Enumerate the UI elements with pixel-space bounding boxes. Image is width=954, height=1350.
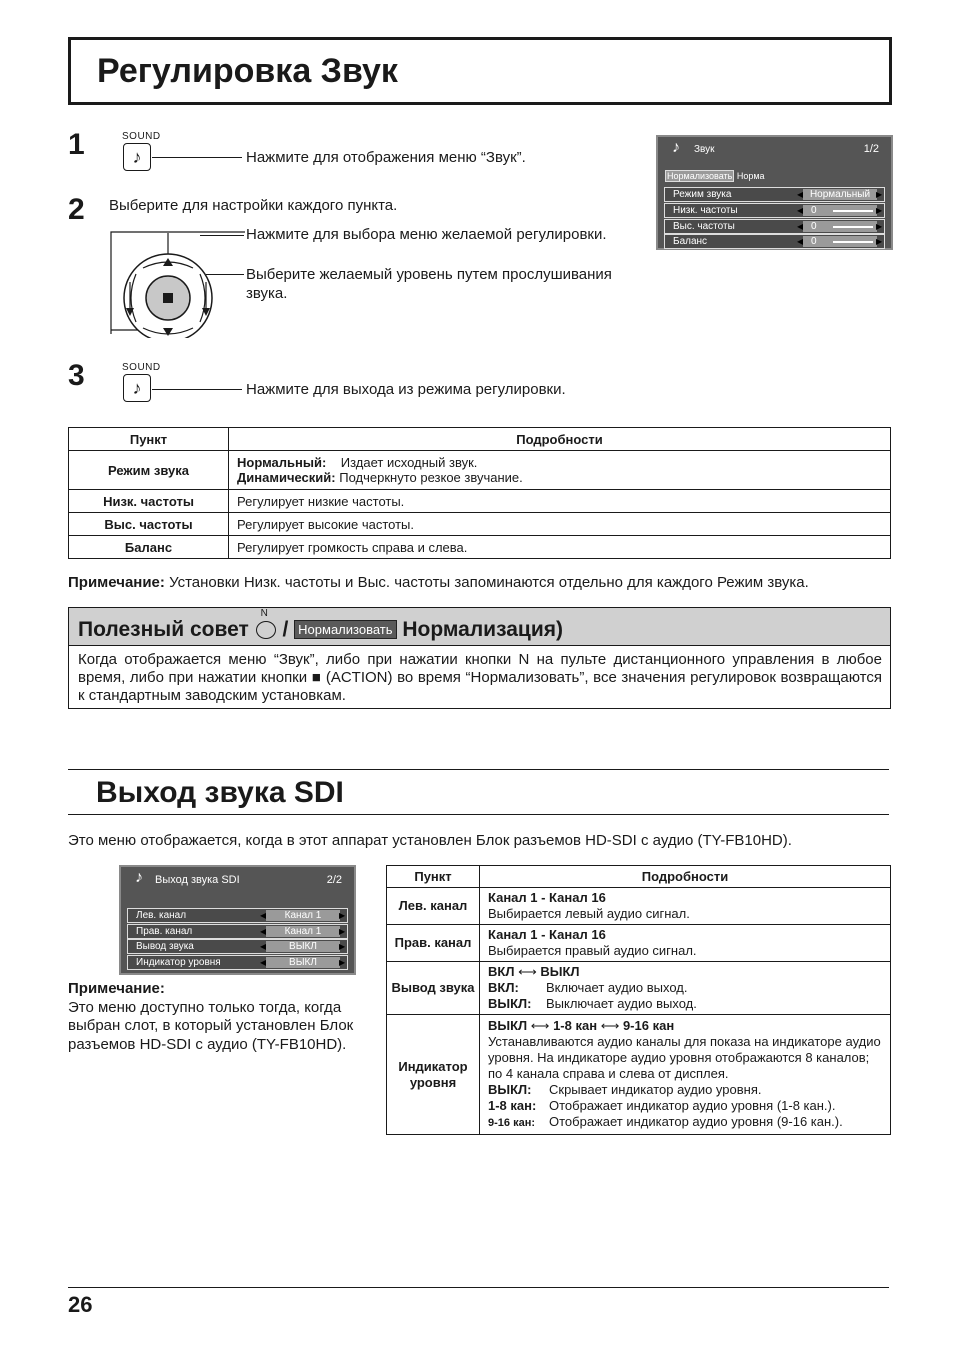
table-cell-details: Регулирует низкие частоты. (229, 490, 891, 513)
table-row (69, 490, 891, 513)
sound-button-icon: ♪ (123, 374, 151, 402)
note-icon: ♪ (672, 139, 680, 156)
step-3-text: Нажмите для выхода из режима регулировки. (246, 381, 566, 398)
table-cell-item: Выс. частоты (69, 513, 229, 536)
sound-settings-table (68, 427, 891, 559)
table-row (69, 451, 891, 490)
osd-row-value: Канал 1 (266, 926, 340, 937)
osd-row-value: 0 (803, 205, 877, 216)
normalize-chip: Нормализовать (294, 620, 396, 639)
remote-dpad-icon (108, 228, 248, 338)
page-title: Регулировка Звук (97, 52, 398, 90)
arrow-left-icon: ◀ (797, 222, 804, 231)
arrow-left-icon: ◀ (260, 942, 267, 951)
tip-title: Полезный совет (78, 618, 249, 641)
note-label: Примечание: (68, 574, 165, 591)
osd-row-value: ВЫКЛ (266, 957, 340, 968)
osd-row-label: Вывод звука (136, 941, 194, 952)
table-cell-details: Нормальный: Издает исходный звук. Динамический: Подчеркнуто резкое звучание. (229, 451, 891, 490)
step-1-number: 1 (68, 128, 85, 161)
table-cell-details: Канал 1 - Канал 16 Выбирается правый аудио сигнал. (480, 925, 891, 962)
footer-divider (68, 1287, 889, 1288)
osd-row[interactable] (664, 219, 885, 234)
sound-button-icon: ♪ (123, 143, 151, 171)
tip-body: Когда отображается меню “Звук”, либо при нажатии кнопки N на пульте дистанционного управления в любое время, либо при нажатии кнопки ■ (ACTION) во время “Нормализовать”, все значения регулировок возвращаются к стандартным заводским установкам. (78, 651, 882, 704)
table-cell-item: Режим звука (69, 451, 229, 490)
arrow-right-icon: ▶ (876, 237, 883, 246)
table-row (69, 536, 891, 559)
osd-row-label: Лев. канал (136, 910, 187, 921)
table-row (387, 962, 891, 1015)
arrow-left-icon: ◀ (797, 206, 804, 215)
step-3-number: 3 (68, 359, 85, 392)
osd-row-label: Баланс (673, 236, 708, 247)
note-1 (68, 574, 809, 591)
section-intro: Это меню отображается, когда в этот аппарат установлен Блок разъемов HD-SDI с аудио (TY-FB10HD). (68, 832, 792, 849)
arrow-right-icon: ▶ (339, 958, 346, 967)
note-icon: ♪ (135, 869, 143, 886)
arrow-right-icon: ▶ (876, 222, 883, 231)
osd-row[interactable] (127, 955, 348, 970)
table-row (69, 513, 891, 536)
table-header: Пункт (387, 866, 480, 888)
osd-row-value: Канал 1 (266, 910, 340, 921)
tip-title-end: Нормализация) (402, 618, 563, 641)
table-cell-details: ВКЛ ⟷ ВЫКЛ ВКЛ: Включает аудио выход. ВЫКЛ: Выключает аудио выход. (480, 962, 891, 1015)
callout-line (200, 235, 244, 236)
callout-line (206, 274, 244, 275)
arrow-right-icon: ▶ (876, 190, 883, 199)
table-cell-item: Вывод звука (387, 962, 480, 1015)
osd-row[interactable] (664, 203, 885, 218)
sdi-menu-osd (119, 865, 356, 975)
osd-row-value: ВЫКЛ (266, 941, 340, 952)
double-arrow-icon: ⟷ (530, 1018, 550, 1033)
table-cell-details: Регулирует громкость справа и слева. (229, 536, 891, 559)
callout-line (152, 157, 242, 158)
arrow-right-icon: ▶ (339, 942, 346, 951)
table-row (387, 888, 891, 925)
osd-row[interactable] (664, 187, 885, 202)
step-2-updown-text: Нажмите для выбора меню желаемой регулировки. (246, 226, 607, 243)
osd-row-label: Режим звука (673, 189, 732, 200)
step-2-number: 2 (68, 193, 85, 226)
table-cell-item: Прав. канал (387, 925, 480, 962)
note-2 (68, 980, 358, 1054)
normalize-text: Норма (736, 171, 765, 181)
table-row (387, 1015, 891, 1135)
sound-menu-osd (656, 135, 893, 250)
table-cell-item: Лев. канал (387, 888, 480, 925)
arrow-left-icon: ◀ (797, 190, 804, 199)
osd-row[interactable] (664, 234, 885, 249)
note-label: Примечание: (68, 980, 165, 997)
osd-row-label: Выс. частоты (673, 221, 735, 232)
table-header: Подробности (229, 428, 891, 451)
table-cell-item: Баланс (69, 536, 229, 559)
table-cell-details: Канал 1 - Канал 16 Выбирается левый аудио сигнал. (480, 888, 891, 925)
osd-row-value: 0 (803, 221, 877, 232)
section-title: Выход звука SDI (96, 776, 344, 809)
arrow-left-icon: ◀ (260, 911, 267, 920)
osd-row[interactable] (127, 939, 348, 954)
table-cell-details: ВЫКЛ ⟷ 1-8 кан ⟷ 9-16 кан Устанавливаются аудио каналы для показа на индикаторе аудио уровня. На индикаторе аудио уровня отображаются 8 каналов; по 4 канала справа и слева от дисплея. ВЫКЛ: Скрывает индикатор аудио уровня. 1-8 кан: Отображает индикатор аудио уровня (1-8 кан.). 9-16 кан: Отображает индикатор аудио уровня (9-16 кан.). (480, 1015, 891, 1135)
table-header: Пункт (69, 428, 229, 451)
arrow-right-icon: ▶ (339, 911, 346, 920)
slider-bar (833, 241, 873, 243)
step-2-text: Выберите для настройки каждого пункта. (109, 197, 398, 214)
double-arrow-icon: ⟷ (600, 1018, 620, 1033)
osd-title: Звук (694, 144, 715, 155)
table-cell-details: Регулирует высокие частоты. (229, 513, 891, 536)
osd-title: Выход звука SDI (155, 874, 240, 886)
normalize-chip[interactable]: Нормализовать (667, 171, 733, 181)
tip-box (68, 607, 891, 709)
osd-row[interactable] (127, 908, 348, 923)
osd-row-label: Прав. канал (136, 926, 193, 937)
page-number: 26 (68, 1292, 93, 1317)
arrow-left-icon: ◀ (797, 237, 804, 246)
table-row (387, 925, 891, 962)
arrow-right-icon: ▶ (339, 927, 346, 936)
step-1-text: Нажмите для отображения меню “Звук”. (246, 149, 526, 166)
table-header: Подробности (480, 866, 891, 888)
step-2-leftright-text: Выберите желаемый уровень путем прослушивания звука. (246, 266, 612, 302)
table-cell-item: Низк. частоты (69, 490, 229, 513)
n-button-icon: N (255, 614, 277, 640)
osd-row[interactable] (127, 924, 348, 939)
sdi-settings-table (386, 865, 891, 1135)
arrow-left-icon: ◀ (260, 927, 267, 936)
osd-row-label: Низк. частоты (673, 205, 738, 216)
tip-header: Полезный совет N / Нормализовать Нормализация) (69, 608, 890, 646)
section-title-box (68, 769, 889, 815)
page-title-box (68, 37, 892, 105)
double-arrow-icon: ⟷ (518, 964, 537, 979)
slider-bar (833, 226, 873, 228)
slider-bar (833, 210, 873, 212)
osd-row-value: Нормальный (803, 189, 877, 200)
sound-label: SOUND (122, 131, 161, 142)
note-text: Это меню доступно только тогда, когда выбран слот, в который установлен Блок разъемов HD-SDI с аудио (TY-FB10HD). (68, 998, 354, 1053)
osd-page: 2/2 (326, 874, 342, 886)
osd-page: 1/2 (863, 143, 879, 155)
osd-row-value: 0 (803, 236, 877, 247)
callout-line (152, 389, 242, 390)
osd-row-label: Индикатор уровня (136, 957, 221, 968)
arrow-left-icon: ◀ (260, 958, 267, 967)
osd-header (666, 141, 883, 159)
osd-normalize-row[interactable] (665, 171, 765, 181)
osd-header (129, 871, 346, 889)
arrow-right-icon: ▶ (876, 206, 883, 215)
note-text: Установки Низк. частоты и Выс. частоты запоминаются отдельно для каждого Режим звука. (169, 574, 809, 591)
sound-label: SOUND (122, 362, 161, 373)
table-cell-item: Индикатор уровня (387, 1015, 480, 1135)
